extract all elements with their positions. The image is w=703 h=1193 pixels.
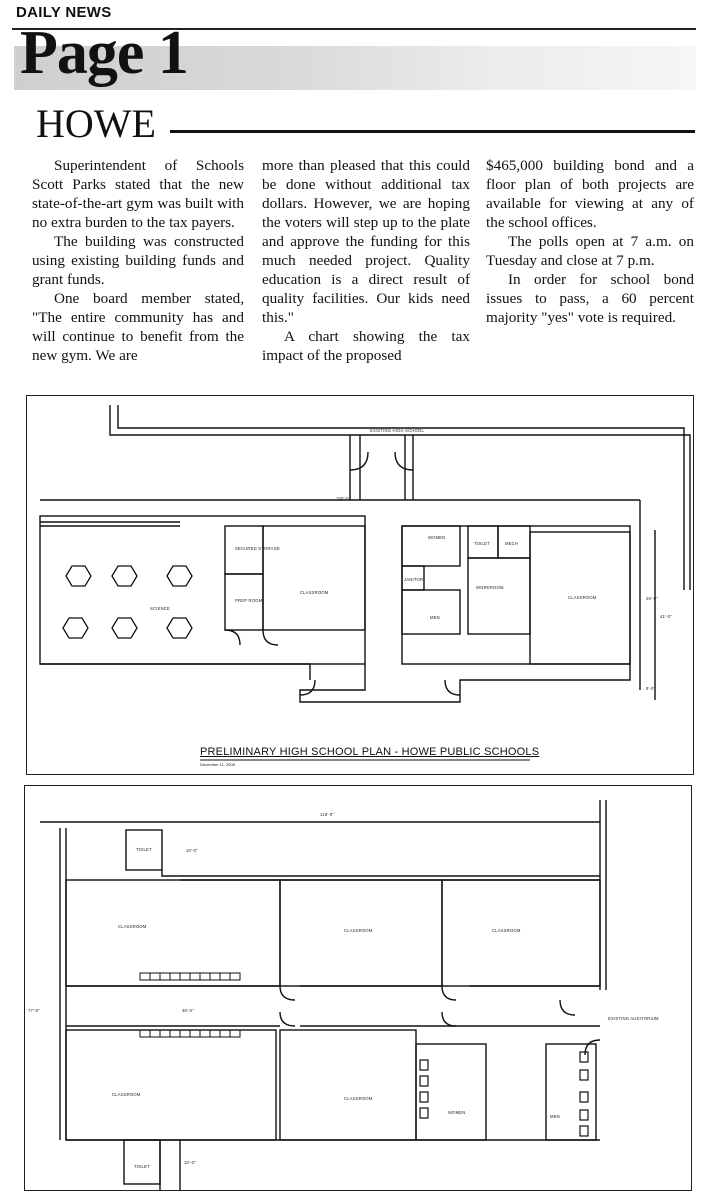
page-title: Page 1 [20,19,188,87]
plan2-label-classroom: CLASSROOM [112,1092,141,1097]
article-paragraph: The polls open at 7 a.m. on Tuesday and close at 7 p.m. [486,233,694,269]
article-paragraph: In order for school bond issues to pass, a 60 percent majority "yes" vote is required. [486,271,694,326]
article-paragraph: Superintendent of Schools Scott Parks stated that the new state-of-the-art gym was built with no extra burden to the tax payers. [32,157,244,231]
plan1-label-secured-storage: SECURED STORAGE [235,546,281,551]
plan1-label-men: MEN [430,615,440,620]
plan2-label-toilet: TOILET [134,1164,150,1169]
article-paragraph: $465,000 building bond and a floor plan of both projects are available for viewing at any of the school offices. [486,157,694,231]
plan2-label-classroom: CLASSROOM [344,928,373,933]
plan1-dimension: 41'-0" [660,614,672,619]
plan1-dimension: 9'-0" [646,686,656,691]
plan2-label-existing-auditorium: EXISTING AUDITORIUM [608,1016,659,1021]
plan1-label-prep-room: PREP ROOM [235,598,263,603]
article-paragraph: One board member stated, "The entire community has and will continue to benefit from the new gym. We are [32,290,244,364]
plan2-label-toilet: TOILET [136,847,152,852]
plan2-dimension: 10'-0" [186,848,198,853]
plan2-label-classroom: CLASSROOM [344,1096,373,1101]
plan1-label-classroom: CLASSROOM [300,590,329,595]
plan2-dimension: 10'-0" [184,1160,196,1165]
plan2-label-classroom: CLASSROOM [492,928,521,933]
plan1-label-classroom: CLASSROOM [568,595,597,600]
article-paragraph: more than pleased that this could be done without additional tax dollars. However, we are hoping the voters will step up to the plate and approve the funding for this much needed project. Quality education is a direct result of quality facilities. Our kids need this." [262,157,470,326]
plan1-label-janitor: JANITOR [404,577,424,582]
plan2-label-women: WOMEN [448,1110,466,1115]
plan1-label-toilet: TOILET [474,541,490,546]
plan1-date: December 11, 2008 [200,762,235,767]
plan1-label-science: SCIENCE [150,606,171,611]
plan2-dimension: 36'-0" [182,1008,194,1013]
masthead: DAILY NEWS [16,4,112,21]
plan1-dimension: 26'-0" [646,596,658,601]
plan2-label-men: MEN [550,1114,560,1119]
plan1-label-existing-high-school: EXISTING HIGH SCHOOL [370,428,425,433]
article-paragraph: The building was constructed using existing building funds and grant funds. [32,233,244,288]
section-title: HOWE [36,101,156,146]
plan2-dimension: 116'-0" [320,812,335,817]
plan1-label-mech: MECH [505,541,519,546]
plan1-caption: PRELIMINARY HIGH SCHOOL PLAN - HOWE PUBLIC SCHOOLS [200,746,540,758]
plan1-dimension: 150'-0" [336,496,351,501]
plan1-label-women: WOMEN [428,535,446,540]
plan1-label-workroom: WORKROOM [476,585,504,590]
article-paragraph: A chart showing the tax impact of the proposed [262,328,470,364]
plan2-dimension: 77'-0" [28,1008,40,1013]
plan2-label-classroom: CLASSROOM [118,924,147,929]
